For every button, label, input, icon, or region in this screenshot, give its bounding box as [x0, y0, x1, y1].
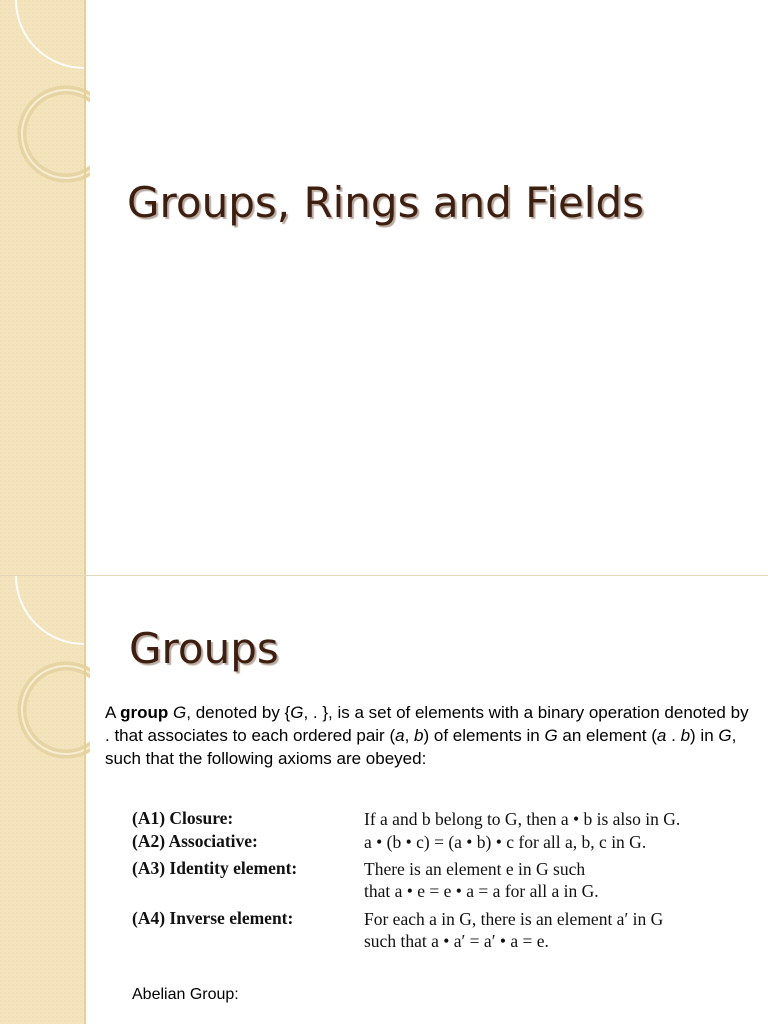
term-group: group [120, 703, 169, 722]
axiom-line: There is an element e in G such [364, 859, 586, 879]
sidebar-edge [84, 0, 86, 576]
sidebar-edge [84, 576, 86, 1024]
text: . [666, 726, 681, 745]
var: a [656, 726, 667, 745]
text: , [404, 726, 415, 745]
var: G [718, 726, 732, 745]
axiom-label: (A3) Identity element: [132, 858, 298, 878]
text: A [105, 703, 121, 722]
axiom-line: that a • e = e • a = a for all a in G. [364, 881, 599, 901]
axiom-description [364, 858, 754, 902]
axiom-description [364, 831, 754, 853]
axiom-label: (A2) Associative: [132, 831, 258, 851]
text: , . }, is a set of elements with a binary operation denoted by . that associates to each ordered pair ( [105, 703, 749, 745]
abelian-group-heading: Abelian Group: [132, 986, 239, 1003]
slide-title: Groups [129, 624, 279, 673]
var: a [395, 726, 405, 745]
sidebar-decoration [0, 0, 90, 576]
sidebar-decoration [0, 576, 90, 1024]
text: , such that the following axioms are obeyed: [105, 726, 737, 768]
var: G [290, 703, 304, 722]
slide-title: Groups, Rings and Fields [127, 178, 645, 227]
axiom-label: (A4) Inverse element: [132, 908, 294, 928]
group-definition [105, 701, 755, 770]
axiom-description [364, 908, 754, 952]
axiom-label: (A1) Closure: [132, 808, 234, 828]
text: ) in [690, 726, 719, 745]
text: ) of elements in [423, 726, 545, 745]
text: an element ( [557, 726, 657, 745]
axiom-line: If a and b belong to G, then a • b is also in G. [364, 809, 681, 829]
axiom-line: such that a • a′ = a′ • a = e. [364, 931, 549, 951]
var: b [680, 726, 691, 745]
slide-2 [0, 576, 768, 1024]
text: , denoted by { [186, 703, 291, 722]
axiom-description [364, 808, 754, 830]
var: G [544, 726, 558, 745]
var: G [173, 703, 187, 722]
var: b [414, 726, 424, 745]
axiom-line: a • (b • c) = (a • b) • c for all a, b, c in G. [364, 832, 647, 852]
axiom-line: For each a in G, there is an element a′ in G [364, 909, 664, 929]
